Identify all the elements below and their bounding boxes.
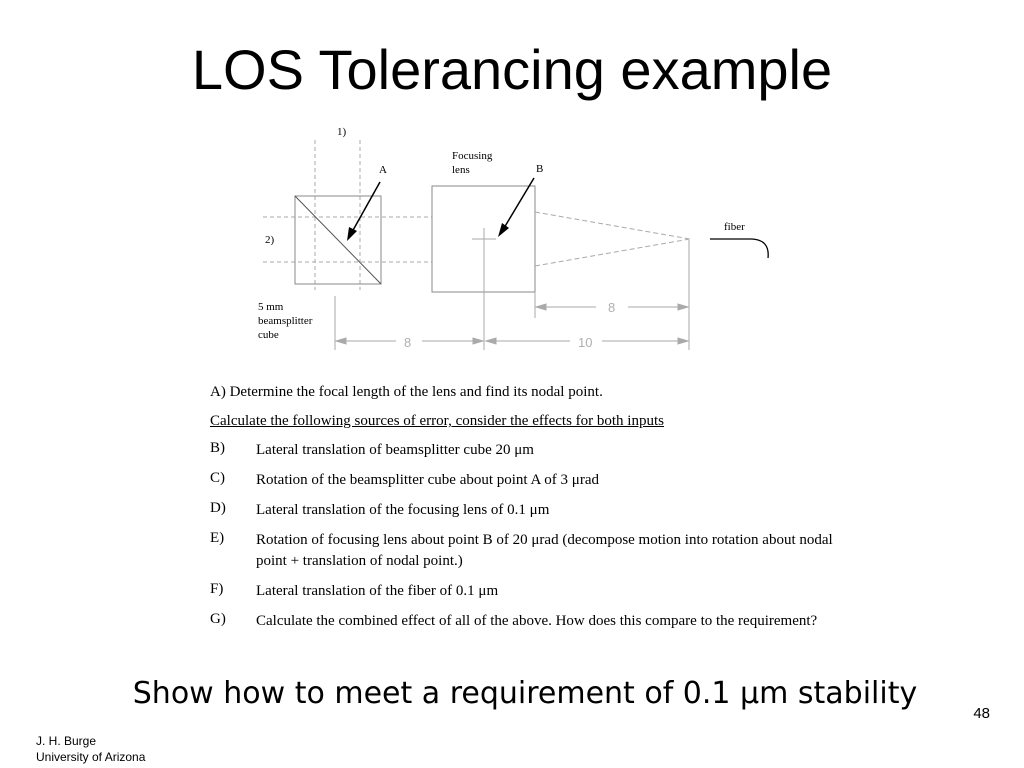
task-item xyxy=(210,530,850,572)
label-input-1: 1) xyxy=(337,126,347,138)
label-cube-1: 5 mm xyxy=(258,301,284,313)
arrow-point-b xyxy=(498,178,534,237)
label-cube-3: cube xyxy=(258,329,279,341)
dimension-extension-lines xyxy=(335,240,689,350)
arrow-point-a xyxy=(347,182,380,241)
fiber xyxy=(710,239,768,258)
input-beam-1 xyxy=(315,140,360,290)
lens-nodal-point xyxy=(472,228,496,350)
task-item xyxy=(210,440,850,461)
task-text: Rotation of the beamsplitter cube about point A of 3 μrad xyxy=(256,472,599,488)
task-letter: C) xyxy=(210,470,225,486)
label-cube-2: beamsplitter xyxy=(258,315,313,327)
task-text: Lateral translation of the fiber of 0.1 μm xyxy=(256,583,499,599)
author-name: J. H. Burge xyxy=(36,734,97,748)
task-text: Rotation of focusing lens about point B of 20 μrad (decompose motion into rotation about nodal point + translation of nodal point.) xyxy=(256,532,833,569)
page-number: 48 xyxy=(973,705,990,722)
task-subheading: Calculate the following sources of error, consider the effects for both inputs xyxy=(210,413,664,429)
dimension-lower-right-value: 10 xyxy=(578,335,593,350)
dimension-upper-value: 8 xyxy=(608,300,616,315)
task-text: Lateral translation of beamsplitter cube 20 μm xyxy=(256,442,534,458)
task-letter: F) xyxy=(210,581,224,597)
task-letter: G) xyxy=(210,611,226,627)
task-text: Lateral translation of the focusing lens of 0.1 μm xyxy=(256,502,550,518)
dimension-lower-left-value: 8 xyxy=(404,335,412,350)
task-item xyxy=(210,500,850,521)
task-letter: E) xyxy=(210,530,225,546)
optical-layout-diagram xyxy=(0,0,1024,380)
task-item xyxy=(210,581,850,602)
beamsplitter-diagonal xyxy=(295,196,381,284)
author-block xyxy=(36,733,145,765)
label-focusing-lens-1: Focusing xyxy=(452,150,493,162)
task-item xyxy=(210,611,850,632)
label-point-a: A xyxy=(379,164,387,176)
task-text: Calculate the combined effect of all of the above. How does this compare to the requirement? xyxy=(256,613,818,629)
slide-title: LOS Tolerancing example xyxy=(191,38,833,101)
task-letter: B) xyxy=(210,440,225,456)
task-item xyxy=(210,470,850,491)
focused-beam xyxy=(535,212,690,266)
label-point-b: B xyxy=(536,163,544,175)
task-list xyxy=(210,383,850,641)
label-focusing-lens-2: lens xyxy=(452,164,470,176)
label-input-2: 2) xyxy=(265,234,275,246)
task-intro: A) Determine the focal length of the lens and find its nodal point. xyxy=(210,384,603,400)
author-affiliation: University of Arizona xyxy=(36,750,146,764)
label-fiber: fiber xyxy=(724,221,745,233)
requirement-statement: Show how to meet a requirement of 0.1 μm stability xyxy=(132,676,918,711)
task-letter: D) xyxy=(210,500,226,516)
